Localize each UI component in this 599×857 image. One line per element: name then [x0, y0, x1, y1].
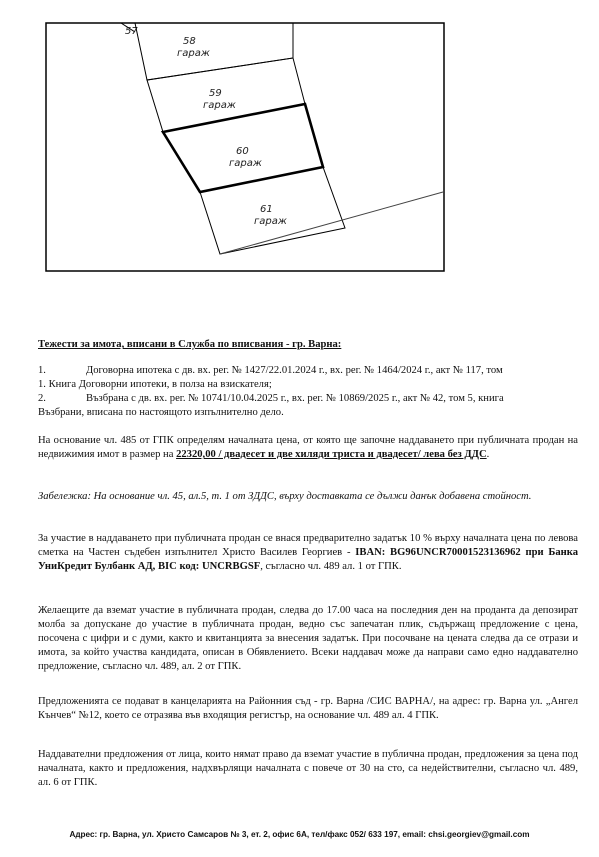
encumbrance-item	[38, 392, 578, 420]
vat-note: Забележка: На основание чл. 45, ал.5, т. 1 от ЗДДС, върху доставката се дължи данък добавена стойност.	[38, 491, 532, 502]
item-text-continued: 1. Книга Договорни ипотеки, в полза на взискателя;	[38, 379, 272, 390]
garage-label: гараж	[177, 48, 210, 59]
deposit-legal-basis: , съгласно чл. 489 ал. 1 от ГПК.	[260, 561, 402, 572]
bank-details: IBAN: BG96UNCR70001523136962 при Банка УниКредит Булбанк АД, BIC код: UNCRBGSF	[38, 547, 578, 572]
initial-price-amount: 22320,00 / двадесет и две хиляди триста и двадесет/ лева без ДДС	[176, 449, 487, 460]
initial-price-paragraph	[38, 434, 578, 462]
garage-number: 60	[236, 146, 249, 157]
garage-58-outline	[135, 23, 293, 80]
cadastral-plan	[45, 22, 445, 272]
deposit-text: За участие в наддаването при публичната продан се внася предварително задатък 10 % върху началната цена по левова сметка на Частен съдебен изпълнител Христо Василев Георгиев -	[38, 533, 578, 558]
edge-label: 57	[125, 26, 138, 37]
garage-label: гараж	[203, 100, 236, 111]
garage-number: 61	[260, 204, 273, 215]
garage-number: 59	[209, 88, 222, 99]
item-text-continued: Възбрани, вписана по настоящото изпълнително дело.	[38, 407, 284, 418]
participation-paragraph: Желаещите да вземат участие в публичната продан, следва до 17.00 часа на последния ден на проданта да депозират молба за допускане до участие в публичната продан, ведно със запечатан плик, съдържащ предложение с цена, посочена с цифри и с думи, както и квитанцията за внесения задатък. При посочване на цената следва да се отрази и имота, за който участва кандидата, описан в Обявлението. Всеки наддавач може да направи само едно наддавателно предложение, съгласно чл. 489, ал. 2 от ГПК.	[38, 605, 578, 672]
garage-label: гараж	[254, 216, 287, 227]
initial-price-text: На основание чл. 485 от ГПК определям началната цена, от която ще започне наддаването при публичната продан на недвижимия имот в размер на	[38, 435, 578, 460]
garage-number: 58	[183, 36, 196, 47]
encumbrances-block	[38, 338, 578, 420]
item-number: 1.	[38, 365, 46, 376]
item-text: Договорна ипотека с дв. вх. рег. № 1427/22.01.2024 г., вх. рег. № 1464/2024 г., акт № 117, том	[86, 365, 503, 376]
page-footer-address: Адрес: гр. Варна, ул. Христо Самсаров № 3, ет. 2, офис 6А, тел/факс 052/ 633 197, email: chsi.georgiev@gmail.com	[69, 830, 530, 839]
item-text: Възбрана с дв. вх. рег. № 10741/10.04.2025 г., вх. рег. № 10869/2025 г., акт № 42, том 5, книга	[86, 393, 504, 404]
submission-paragraph: Предложенията се подават в канцеларията на Районния съд - гр. Варна /СИС ВАРНА/, на адрес: гр. Варна ул. „Ангел Кънчев“ №12, което се отразява във входящия регистър, на основание чл. 489 ал. 4 ГПК.	[38, 696, 578, 721]
sentence-end: .	[486, 449, 490, 460]
garage-label: гараж	[229, 158, 262, 169]
deposit-paragraph	[38, 532, 578, 574]
garage-plan-drawing	[45, 22, 445, 272]
invalid-offers-paragraph: Наддавателни предложения от лица, които нямат право да вземат участие в публична продан, предложения за цена под началната, както и предложения, надхвърлящи началната с повече от 30 на сто, са недействителни, съгласно чл. 489, ал. 6 от ГПК.	[38, 749, 578, 788]
encumbrance-item	[38, 364, 578, 392]
item-number: 2.	[38, 393, 46, 404]
encumbrances-title: Тежести за имота, вписани в Служба по вписвания - гр. Варна:	[38, 339, 342, 350]
